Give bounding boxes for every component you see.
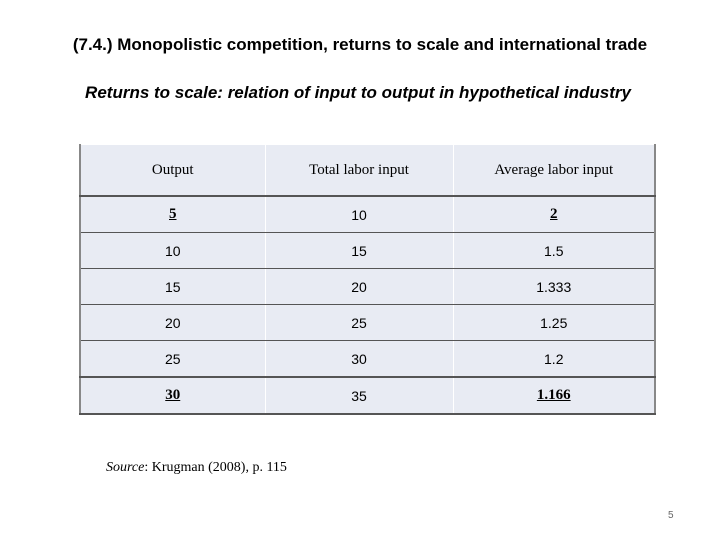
cell-output: 30 — [80, 377, 265, 414]
page-number: 5 — [668, 510, 674, 521]
slide-subtitle: Returns to scale: relation of input to output in hypothetical industry — [85, 83, 631, 102]
cell-total-labor: 15 — [265, 233, 453, 269]
cell-output: 20 — [80, 305, 265, 341]
header-average-labor-input: Average labor input — [453, 145, 655, 197]
cell-average-labor: 1.5 — [453, 233, 655, 269]
returns-to-scale-table — [79, 144, 656, 415]
cell-average-labor: 2 — [453, 196, 655, 233]
cell-output: 15 — [80, 269, 265, 305]
cell-total-labor: 25 — [265, 305, 453, 341]
table-row — [80, 377, 655, 414]
slide-title: (7.4.) Monopolistic competition, returns to scale and international trade — [72, 35, 648, 54]
cell-output: 25 — [80, 341, 265, 378]
cell-average-labor: 1.333 — [453, 269, 655, 305]
cell-total-labor: 10 — [265, 196, 453, 233]
cell-total-labor: 30 — [265, 341, 453, 378]
cell-total-labor: 35 — [265, 377, 453, 414]
table-row — [80, 341, 655, 378]
cell-average-labor: 1.25 — [453, 305, 655, 341]
source-label: Source — [106, 460, 145, 475]
cell-output: 10 — [80, 233, 265, 269]
header-total-labor-input: Total labor input — [265, 145, 453, 197]
cell-average-labor: 1.166 — [453, 377, 655, 414]
source-text: : Krugman (2008), p. 115 — [144, 460, 287, 475]
cell-average-labor: 1.2 — [453, 341, 655, 378]
table-row — [80, 233, 655, 269]
table-row — [80, 269, 655, 305]
table-row — [80, 305, 655, 341]
source-citation — [106, 460, 287, 476]
table-row — [80, 196, 655, 233]
cell-total-labor: 20 — [265, 269, 453, 305]
header-output: Output — [80, 145, 265, 197]
cell-output: 5 — [80, 196, 265, 233]
table-header-row — [80, 145, 655, 197]
